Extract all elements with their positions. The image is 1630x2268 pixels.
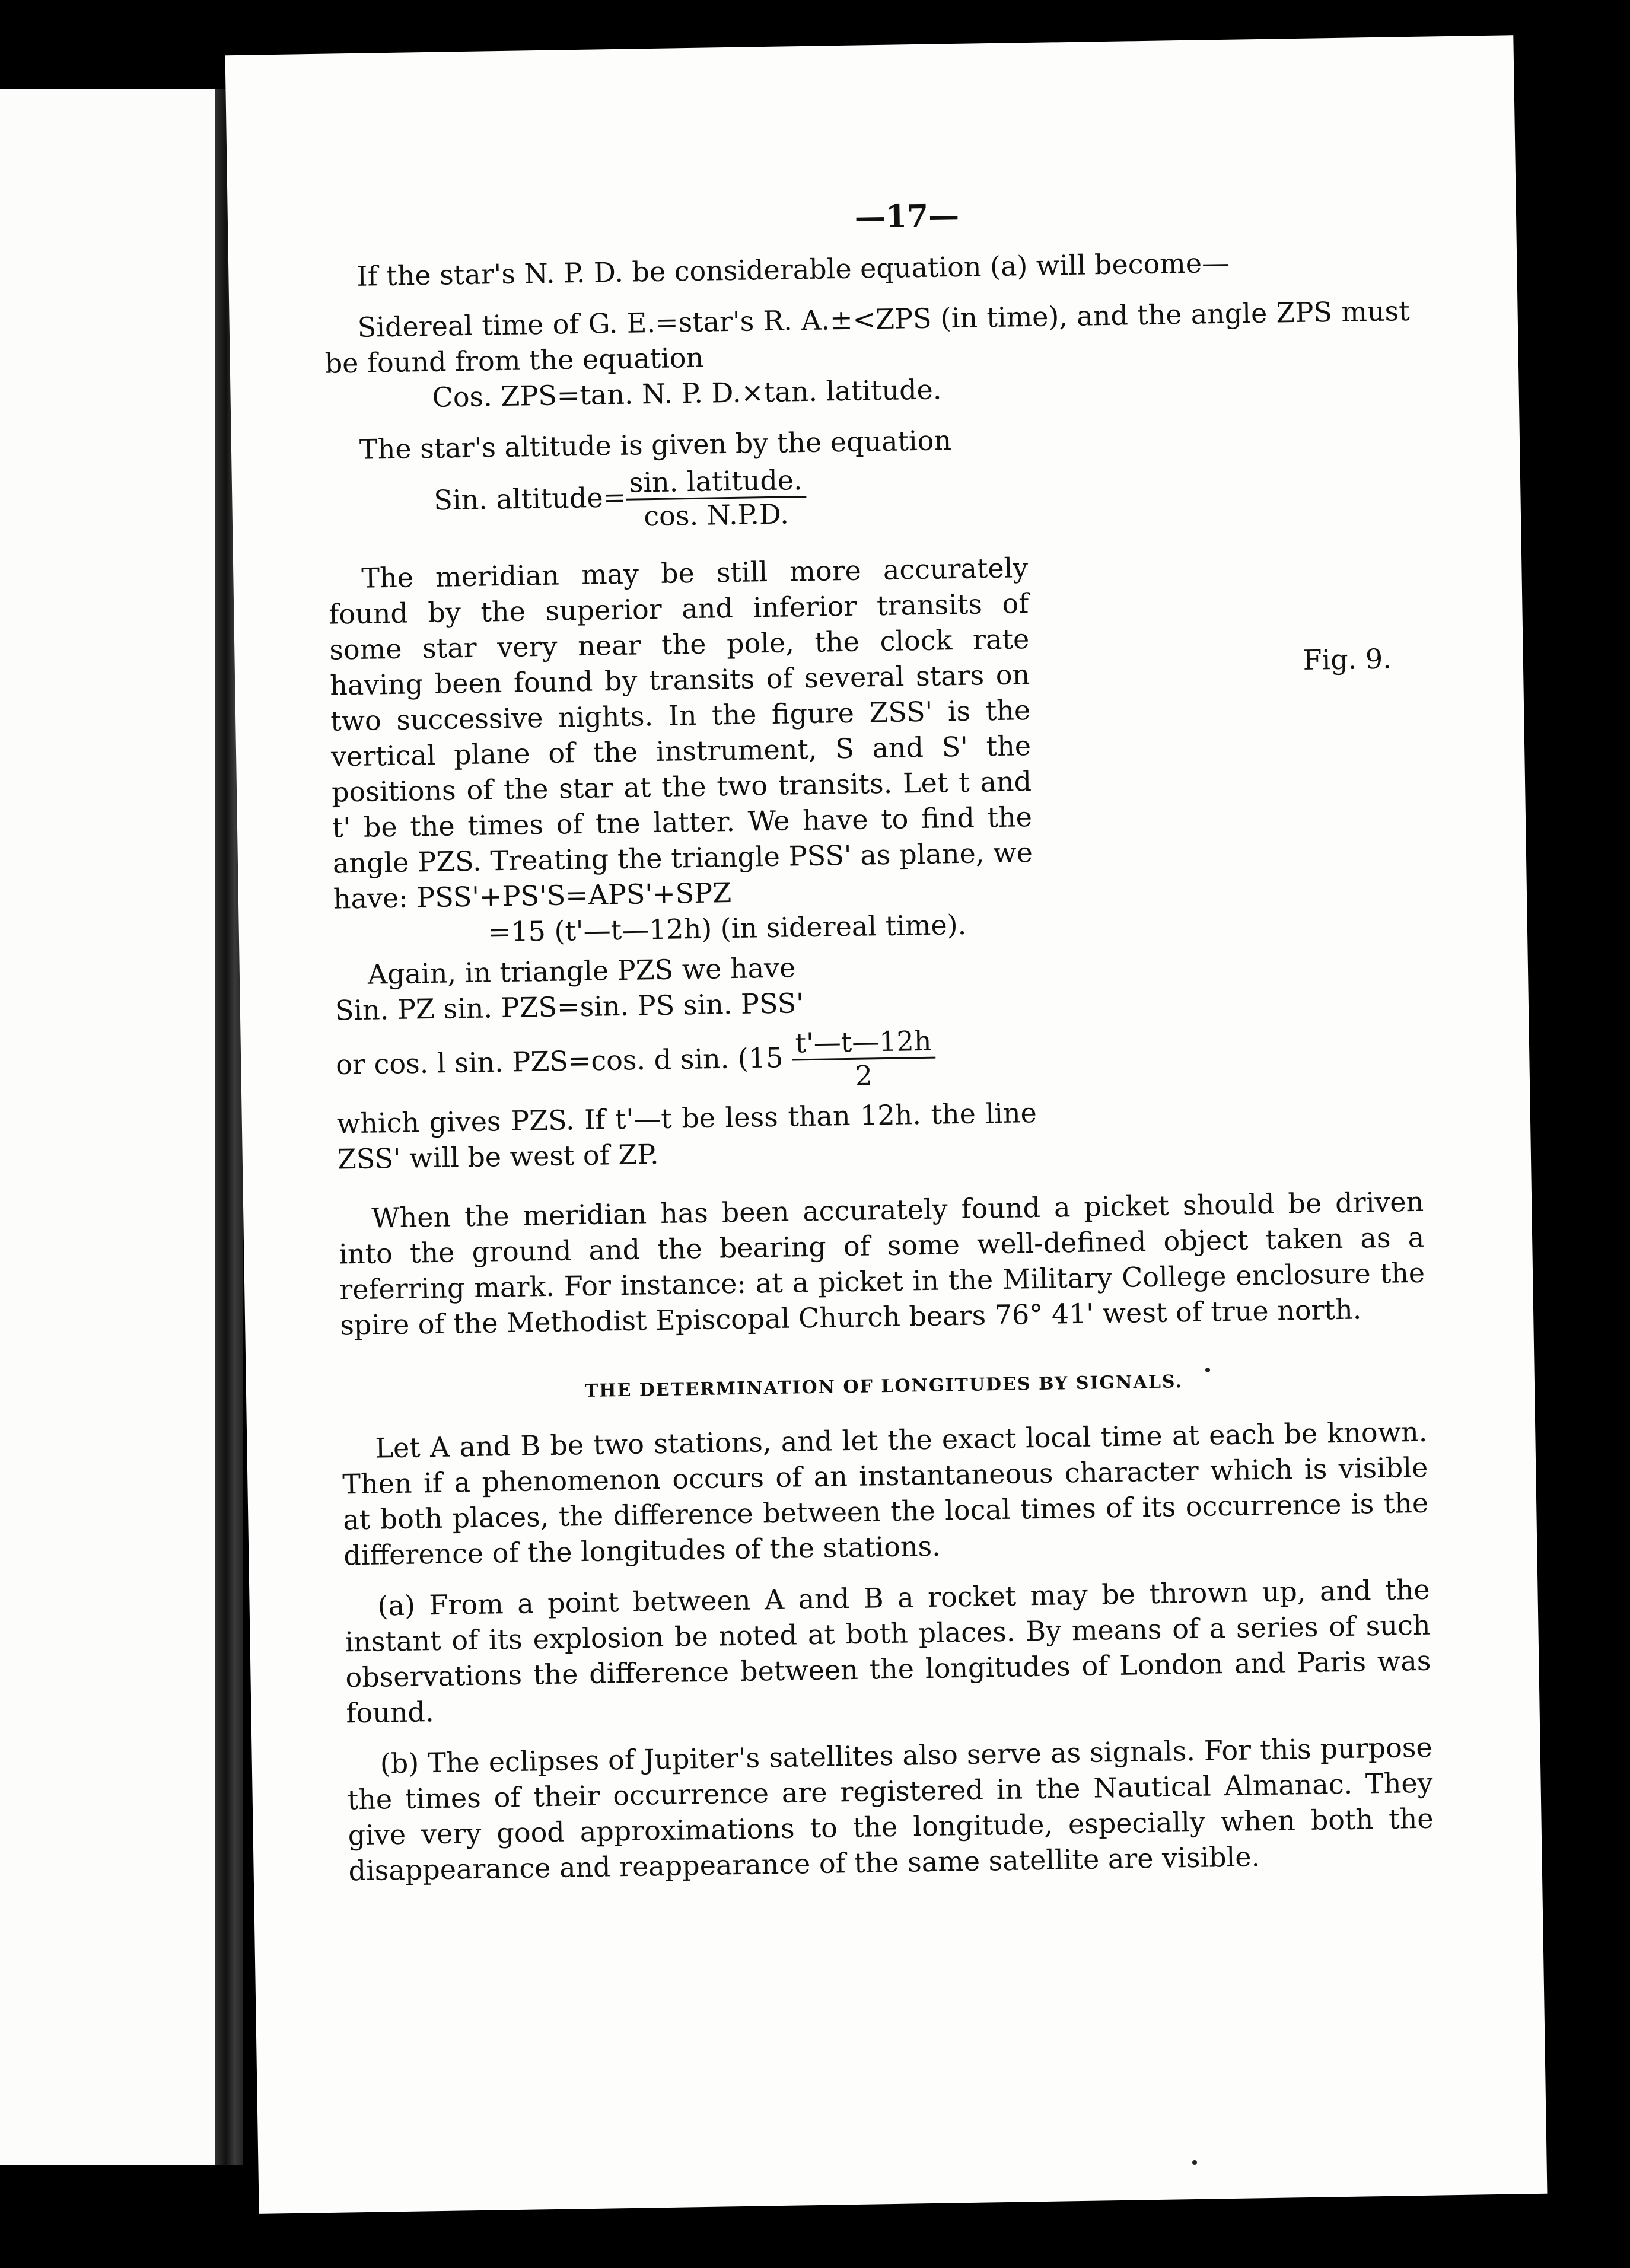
- section-heading: THE DETERMINATION OF LONGITUDES BY SIGNALS.: [584, 1371, 1183, 1402]
- equation-cos-l: [335, 1017, 1422, 1100]
- paragraph-picket: When the meridian has been accurately found a picket should be driven into the ground and the bearing of some well-defined object taken as a referring mark. For instance: at a picket in the Military College enclosure the spire of the Methodist Episcopal Church bears 76° 41' west of true north.: [338, 1185, 1425, 1342]
- equation-sidereal-time: =15 (t'—t—12h) (in sidereal time).: [488, 908, 967, 948]
- fraction-time-denominator: 2: [855, 1059, 873, 1092]
- page-text: [323, 191, 1434, 1888]
- line-which-gives: which gives PZS. If t'—t be less than 12h. the line ZSS' will be west of ZP.: [336, 1097, 1037, 1176]
- page-number: —17—: [854, 197, 960, 235]
- fraction-latitude: [625, 464, 807, 533]
- paragraph-meridian: The meridian may be still more accurately found by the superior and inferior transits of some star very near the pole, the clock rate having been found by transits of several stars on two successive nights. In the figure ZSS' is the vertical plane of the instrument, S and S' the positions of the star at the two transits. Let t and t' be the times of tne latter. We have to find the angle PZS. Treating the triangle PSS' as plane, we have: PSS'+PS'S=APS'+SPZ: [328, 552, 1033, 915]
- equation-lhs: Sin. altitude=: [433, 481, 626, 517]
- fraction-numerator: sin. latitude.: [625, 464, 806, 501]
- figure-label: Fig. 9.: [1303, 642, 1392, 676]
- equation-sin-altitude: [327, 454, 1413, 537]
- line-sidereal: Sidereal time of G. E.=star's R. A.±<ZPS (in time), and the angle ZPS must be found from the equation: [324, 294, 1410, 380]
- paragraph-rocket: (a) From a point between A and B a rocket may be thrown up, and the instant of its explosion be noted at both places. By means of a series of such observations the difference between the longitudes of London and Paris was found.: [345, 1573, 1431, 1729]
- paragraph-stations: Let A and B be two stations, and let the exact local time at each be known. Then if a phenomenon occurs of an instantaneous character which is visible at both places, the difference between the local times of its occurrence is the difference of the longitudes of the stations.: [342, 1415, 1429, 1572]
- equation-sin-pz: Sin. PZ sin. PZS=sin. PS sin. PSS': [335, 987, 804, 1027]
- left-page-edge: [0, 89, 219, 2165]
- fraction-denominator: cos. N.P.D.: [643, 498, 789, 533]
- line-altitude: The star's altitude is given by the equation: [359, 424, 952, 466]
- page-17: [225, 35, 1548, 2214]
- equation-cos-lhs: or cos. l sin. PZS=cos. d sin. (15: [335, 1041, 784, 1081]
- paragraph-jupiter: (b) The eclipses of Jupiter's satellites also serve as signals. For this purpose the times of their occurrence are registered in the Nautical Almanac. They give very good approximations to the longitude, especially when both the disappearance and reappearance of the same satellite are visible.: [347, 1731, 1434, 1887]
- scan-speck: [1205, 1368, 1210, 1372]
- fraction-time-numerator: t'—t—12h: [791, 1025, 935, 1061]
- equation-cos-zps: Cos. ZPS=tan. N. P. D.×tan. latitude.: [432, 373, 942, 413]
- scan-speck: [1192, 2160, 1197, 2165]
- fraction-time: [791, 1025, 935, 1093]
- line-npd: If the star's N. P. D. be considerable equation (a) will become—: [356, 246, 1230, 292]
- line-again: Again, in triangle PZS we have: [367, 951, 796, 990]
